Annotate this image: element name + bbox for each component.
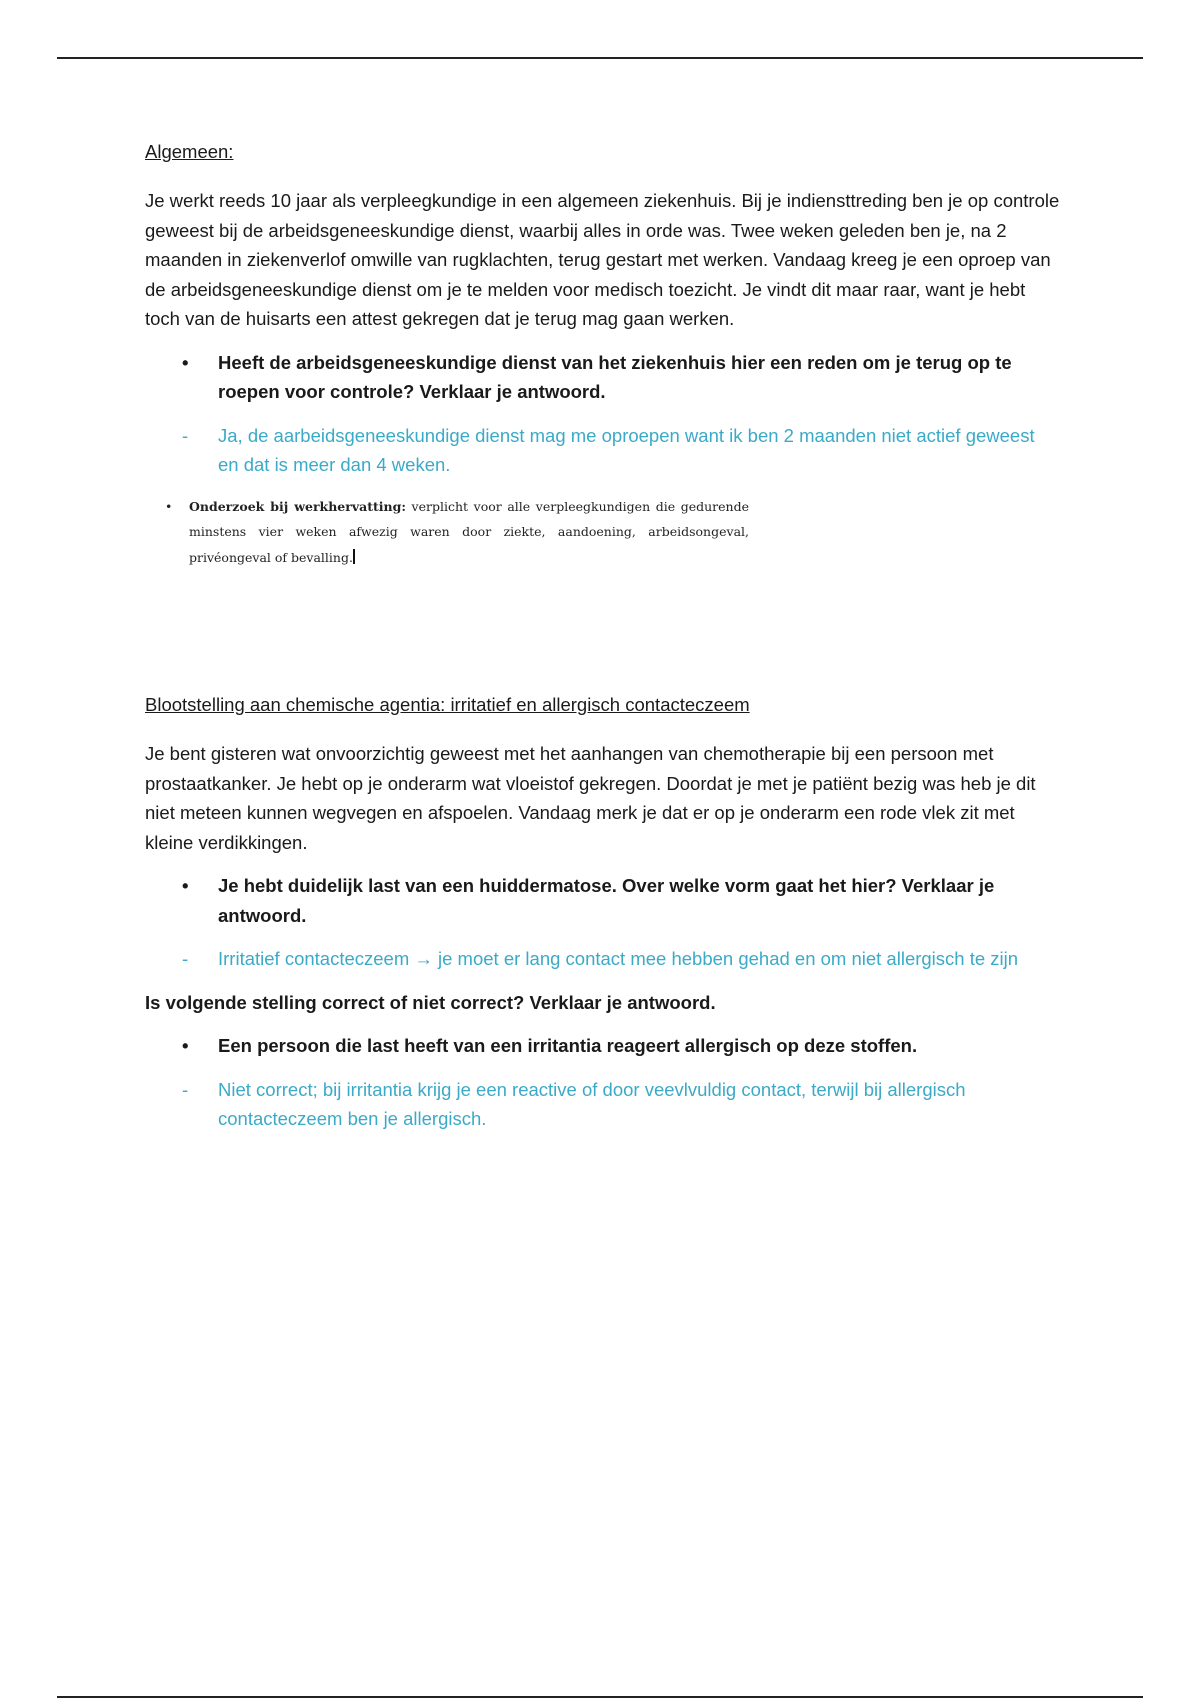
question-1 (145, 348, 1060, 407)
statement-text: Een persoon die last heeft van een irritantia reageert allergisch op deze stoffen. (218, 1035, 918, 1057)
question-2 (145, 871, 1060, 930)
dash-marker: - (182, 424, 189, 446)
bullet-marker: • (182, 1035, 189, 1057)
dash-marker: - (182, 1078, 189, 1100)
statement-answer (145, 1075, 1060, 1134)
pasted-excerpt (165, 494, 749, 571)
answer-1 (145, 421, 1060, 480)
bottom-rule (57, 1696, 1143, 1698)
question-1-text: Heeft de arbeidsgeneeskundige dienst van het ziekenhuis hier een reden om je terug op te roepen voor controle? Verklaar je antwoord. (218, 351, 1012, 403)
text-cursor (353, 549, 355, 564)
case-paragraph-1: Je werkt reeds 10 jaar als verpleegkundige in een algemeen ziekenhuis. Bij je indiensttreding ben je op controle geweest bij de arbeidsgeneeskundige dienst, waarbij alles in orde was. Twee weken geleden ben je, na 2 maanden in ziekenverlof omwille van rugklachten, terug gestart met werken. Vandaag kreeg je een oproep van de arbeidsgeneeskundige dienst om je te melden voor medisch toezicht. Je vindt dit maar raar, want je hebt toch van de huisarts een attest gekregen dat je terug mag gaan werken. (145, 190, 1060, 330)
statement-answer-text: Niet correct; bij irritantia krijg je een reactive of door veevlvuldig contact, terwijl bij allergisch contacteczeem ben je allergisch. (218, 1078, 966, 1130)
excerpt-text: verplicht voor alle verpleegkundigen die gedurende minstens vier weken afwezig waren door ziekte, aandoening, arbeidsongeval, privéongeval of bevalling. (189, 498, 749, 565)
bullet-marker: • (182, 875, 189, 897)
question-2-text: Je hebt duidelijk last van een huiddermatose. Over welke vorm gaat het hier? Verklaar je antwoord. (218, 875, 995, 926)
bullet-marker: • (182, 351, 189, 373)
bullet-marker: • (165, 498, 173, 514)
answer-1-text: Ja, de aarbeidsgeneeskundige dienst mag me oproepen want ik ben 2 maanden niet actief geweest en dat is meer dan 4 weken. (218, 424, 1035, 476)
section-heading-chemische-agentia: Blootstelling aan chemische agentia: irritatief en allergisch contacteczeem (145, 694, 750, 716)
answer-2-text: Irritatief contacteczeem → je moet er lang contact mee hebben gehad en om niet allergisch te zijn (218, 948, 1019, 970)
statement (145, 1031, 1060, 1061)
document-body (145, 140, 1060, 1148)
case-paragraph-2: Je bent gisteren wat onvoorzichtig geweest met het aanhangen van chemotherapie bij een persoon met prostaatkanker. Je hebt op je onderarm wat vloeistof gekregen. Doordat je met je patiënt bezig was heb je dit niet meteen kunnen wegvegen en afspoelen. Vandaag merk je dat er op je onderarm een rode vlek zit met kleine verdikkingen. (145, 743, 1036, 853)
dash-marker: - (182, 948, 189, 970)
top-rule (57, 57, 1143, 59)
statement-prompt: Is volgende stelling correct of niet correct? Verklaar je antwoord. (145, 991, 716, 1013)
section-heading-algemeen: Algemeen: (145, 141, 234, 162)
excerpt-lead: Onderzoek bij werkhervatting: (189, 498, 406, 514)
answer-2 (145, 944, 1060, 974)
